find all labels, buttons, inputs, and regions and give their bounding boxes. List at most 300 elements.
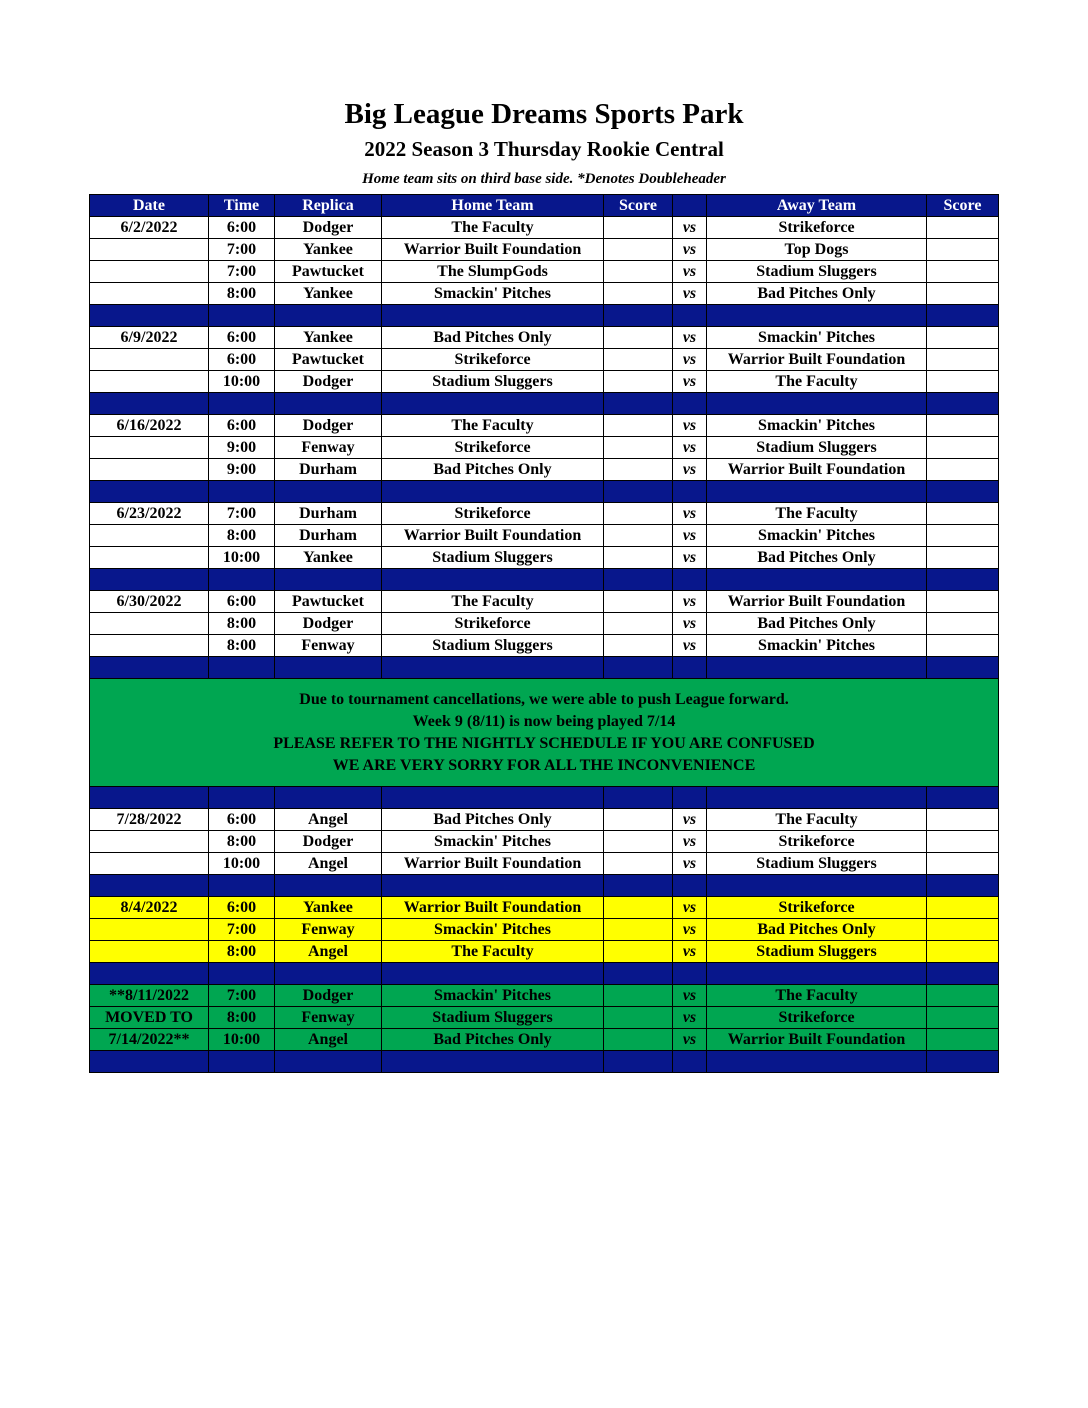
home-score bbox=[604, 853, 673, 875]
separator-cell bbox=[927, 1051, 999, 1073]
vs-label: vs bbox=[673, 985, 707, 1007]
away-score bbox=[927, 591, 999, 613]
game-replica: Durham bbox=[275, 525, 382, 547]
separator-cell bbox=[382, 787, 604, 809]
game-date: 7/28/2022 bbox=[90, 809, 209, 831]
home-score bbox=[604, 1007, 673, 1029]
vs-label: vs bbox=[673, 349, 707, 371]
away-score bbox=[927, 985, 999, 1007]
game-time: 7:00 bbox=[209, 261, 275, 283]
game-time: 8:00 bbox=[209, 613, 275, 635]
away-team: The Faculty bbox=[707, 503, 927, 525]
away-score bbox=[927, 941, 999, 963]
separator-cell bbox=[673, 787, 707, 809]
col-header-date: Date bbox=[90, 195, 209, 217]
home-score bbox=[604, 985, 673, 1007]
away-score bbox=[927, 261, 999, 283]
separator-cell bbox=[382, 569, 604, 591]
home-team: Warrior Built Foundation bbox=[382, 853, 604, 875]
home-team: Bad Pitches Only bbox=[382, 1029, 604, 1051]
away-score bbox=[927, 459, 999, 481]
separator-cell bbox=[275, 481, 382, 503]
game-replica: Yankee bbox=[275, 327, 382, 349]
separator-cell bbox=[382, 657, 604, 679]
away-score bbox=[927, 919, 999, 941]
vs-label: vs bbox=[673, 635, 707, 657]
away-team: Stadium Sluggers bbox=[707, 261, 927, 283]
away-score bbox=[927, 525, 999, 547]
col-header-time: Time bbox=[209, 195, 275, 217]
game-replica: Angel bbox=[275, 853, 382, 875]
game-row bbox=[90, 853, 999, 875]
game-time: 8:00 bbox=[209, 635, 275, 657]
separator-cell bbox=[604, 305, 673, 327]
game-date bbox=[90, 919, 209, 941]
away-team: Smackin' Pitches bbox=[707, 415, 927, 437]
game-row bbox=[90, 371, 999, 393]
home-score bbox=[604, 503, 673, 525]
game-replica: Dodger bbox=[275, 985, 382, 1007]
away-score bbox=[927, 897, 999, 919]
separator-cell bbox=[90, 481, 209, 503]
game-date bbox=[90, 547, 209, 569]
header-row bbox=[90, 195, 999, 217]
separator-cell bbox=[382, 393, 604, 415]
separator-cell bbox=[927, 787, 999, 809]
away-score bbox=[927, 239, 999, 261]
separator-cell bbox=[604, 393, 673, 415]
away-score bbox=[927, 547, 999, 569]
away-team: Bad Pitches Only bbox=[707, 919, 927, 941]
game-row bbox=[90, 525, 999, 547]
vs-label: vs bbox=[673, 437, 707, 459]
separator-cell bbox=[604, 875, 673, 897]
game-row bbox=[90, 591, 999, 613]
away-team: Top Dogs bbox=[707, 239, 927, 261]
home-score bbox=[604, 217, 673, 239]
separator-cell bbox=[927, 305, 999, 327]
game-replica: Yankee bbox=[275, 239, 382, 261]
separator-cell bbox=[707, 393, 927, 415]
schedule-note: Home team sits on third base side. *Denotes Doubleheader bbox=[362, 171, 726, 187]
separator-cell bbox=[90, 875, 209, 897]
game-time: 8:00 bbox=[209, 831, 275, 853]
separator-cell bbox=[707, 657, 927, 679]
home-score bbox=[604, 547, 673, 569]
separator-cell bbox=[927, 875, 999, 897]
away-team: Warrior Built Foundation bbox=[707, 1029, 927, 1051]
game-row bbox=[90, 547, 999, 569]
away-score bbox=[927, 1007, 999, 1029]
separator-cell bbox=[382, 963, 604, 985]
away-team: Stadium Sluggers bbox=[707, 437, 927, 459]
vs-label: vs bbox=[673, 809, 707, 831]
game-row bbox=[90, 985, 999, 1007]
home-score bbox=[604, 941, 673, 963]
separator-cell bbox=[673, 1051, 707, 1073]
home-team: Strikeforce bbox=[382, 613, 604, 635]
away-team: Warrior Built Foundation bbox=[707, 459, 927, 481]
vs-label: vs bbox=[673, 613, 707, 635]
away-score bbox=[927, 415, 999, 437]
away-team: Warrior Built Foundation bbox=[707, 349, 927, 371]
away-team: Strikeforce bbox=[707, 217, 927, 239]
away-team: Smackin' Pitches bbox=[707, 327, 927, 349]
col-header-away-team: Away Team bbox=[707, 195, 927, 217]
game-row bbox=[90, 437, 999, 459]
game-replica: Fenway bbox=[275, 635, 382, 657]
separator-cell bbox=[927, 657, 999, 679]
home-team: Bad Pitches Only bbox=[382, 459, 604, 481]
separator-cell bbox=[90, 1051, 209, 1073]
game-date bbox=[90, 371, 209, 393]
home-team: Strikeforce bbox=[382, 503, 604, 525]
separator-cell bbox=[209, 1051, 275, 1073]
game-date: 6/30/2022 bbox=[90, 591, 209, 613]
game-time: 6:00 bbox=[209, 327, 275, 349]
away-score bbox=[927, 831, 999, 853]
vs-label: vs bbox=[673, 261, 707, 283]
separator-cell bbox=[209, 481, 275, 503]
away-score bbox=[927, 809, 999, 831]
home-team: Smackin' Pitches bbox=[382, 283, 604, 305]
separator-cell bbox=[275, 875, 382, 897]
game-row bbox=[90, 217, 999, 239]
vs-label: vs bbox=[673, 1007, 707, 1029]
game-row bbox=[90, 349, 999, 371]
separator-cell bbox=[673, 393, 707, 415]
home-score bbox=[604, 635, 673, 657]
home-team: The Faculty bbox=[382, 591, 604, 613]
separator-cell bbox=[382, 1051, 604, 1073]
home-score bbox=[604, 1029, 673, 1051]
separator-cell bbox=[209, 305, 275, 327]
announcement-banner bbox=[90, 679, 999, 787]
game-row bbox=[90, 831, 999, 853]
separator-cell bbox=[382, 481, 604, 503]
away-team: The Faculty bbox=[707, 985, 927, 1007]
separator-cell bbox=[275, 657, 382, 679]
game-row bbox=[90, 613, 999, 635]
game-time: 8:00 bbox=[209, 941, 275, 963]
game-replica: Dodger bbox=[275, 217, 382, 239]
game-date bbox=[90, 349, 209, 371]
game-time: 6:00 bbox=[209, 217, 275, 239]
home-score bbox=[604, 831, 673, 853]
separator-cell bbox=[90, 963, 209, 985]
game-time: 8:00 bbox=[209, 525, 275, 547]
away-team: Strikeforce bbox=[707, 1007, 927, 1029]
announcement-line: Due to tournament cancellations, we were able to push League forward. bbox=[299, 690, 789, 708]
separator-cell bbox=[275, 305, 382, 327]
game-date bbox=[90, 831, 209, 853]
schedule-body bbox=[90, 195, 999, 1073]
game-row bbox=[90, 1007, 999, 1029]
game-date bbox=[90, 283, 209, 305]
separator-cell bbox=[707, 875, 927, 897]
separator-cell bbox=[673, 481, 707, 503]
separator-cell bbox=[673, 569, 707, 591]
away-team: Bad Pitches Only bbox=[707, 613, 927, 635]
separator-cell bbox=[604, 481, 673, 503]
separator-cell bbox=[707, 481, 927, 503]
away-score bbox=[927, 613, 999, 635]
game-replica: Pawtucket bbox=[275, 591, 382, 613]
vs-label: vs bbox=[673, 831, 707, 853]
home-score bbox=[604, 415, 673, 437]
game-replica: Yankee bbox=[275, 897, 382, 919]
vs-label: vs bbox=[673, 239, 707, 261]
game-date bbox=[90, 635, 209, 657]
col-header-replica: Replica bbox=[275, 195, 382, 217]
game-replica: Yankee bbox=[275, 283, 382, 305]
game-time: 10:00 bbox=[209, 371, 275, 393]
game-time: 7:00 bbox=[209, 919, 275, 941]
home-team: Stadium Sluggers bbox=[382, 635, 604, 657]
separator-cell bbox=[209, 657, 275, 679]
separator-cell bbox=[90, 657, 209, 679]
separator-cell bbox=[275, 393, 382, 415]
home-team: Warrior Built Foundation bbox=[382, 897, 604, 919]
home-team: Warrior Built Foundation bbox=[382, 239, 604, 261]
separator-cell bbox=[90, 305, 209, 327]
home-team: The Faculty bbox=[382, 217, 604, 239]
separator-cell bbox=[673, 657, 707, 679]
game-time: 6:00 bbox=[209, 809, 275, 831]
vs-label: vs bbox=[673, 547, 707, 569]
announcement-line: WE ARE VERY SORRY FOR ALL THE INCONVENIENCE bbox=[332, 756, 756, 774]
game-time: 9:00 bbox=[209, 437, 275, 459]
vs-label: vs bbox=[673, 415, 707, 437]
away-score bbox=[927, 853, 999, 875]
game-time: 6:00 bbox=[209, 415, 275, 437]
separator-cell bbox=[275, 787, 382, 809]
separator-row bbox=[90, 569, 999, 591]
separator-row bbox=[90, 963, 999, 985]
separator-cell bbox=[209, 569, 275, 591]
vs-label: vs bbox=[673, 1029, 707, 1051]
game-row bbox=[90, 327, 999, 349]
game-time: 6:00 bbox=[209, 349, 275, 371]
separator-cell bbox=[275, 963, 382, 985]
away-score bbox=[927, 1029, 999, 1051]
game-date bbox=[90, 459, 209, 481]
separator-cell bbox=[604, 787, 673, 809]
home-team: The Faculty bbox=[382, 415, 604, 437]
announcement-row bbox=[90, 679, 999, 787]
separator-cell bbox=[209, 963, 275, 985]
game-date: 6/9/2022 bbox=[90, 327, 209, 349]
separator-row bbox=[90, 305, 999, 327]
game-time: 8:00 bbox=[209, 283, 275, 305]
home-team: Strikeforce bbox=[382, 349, 604, 371]
separator-row bbox=[90, 657, 999, 679]
separator-cell bbox=[90, 393, 209, 415]
separator-cell bbox=[275, 1051, 382, 1073]
away-score bbox=[927, 349, 999, 371]
separator-cell bbox=[673, 875, 707, 897]
home-team: Strikeforce bbox=[382, 437, 604, 459]
away-team: Stadium Sluggers bbox=[707, 853, 927, 875]
game-replica: Fenway bbox=[275, 437, 382, 459]
game-row bbox=[90, 503, 999, 525]
separator-cell bbox=[927, 569, 999, 591]
game-replica: Angel bbox=[275, 809, 382, 831]
home-score bbox=[604, 371, 673, 393]
separator-cell bbox=[604, 569, 673, 591]
game-time: 8:00 bbox=[209, 1007, 275, 1029]
home-team: Smackin' Pitches bbox=[382, 831, 604, 853]
game-row bbox=[90, 897, 999, 919]
separator-cell bbox=[604, 1051, 673, 1073]
game-row bbox=[90, 239, 999, 261]
vs-label: vs bbox=[673, 897, 707, 919]
separator-cell bbox=[275, 569, 382, 591]
vs-label: vs bbox=[673, 941, 707, 963]
game-date: 6/16/2022 bbox=[90, 415, 209, 437]
home-team: Smackin' Pitches bbox=[382, 919, 604, 941]
game-replica: Pawtucket bbox=[275, 261, 382, 283]
away-team: Strikeforce bbox=[707, 897, 927, 919]
game-row bbox=[90, 635, 999, 657]
game-date bbox=[90, 261, 209, 283]
game-date bbox=[90, 941, 209, 963]
game-date: MOVED TO bbox=[90, 1007, 209, 1029]
separator-cell bbox=[927, 481, 999, 503]
game-replica: Dodger bbox=[275, 831, 382, 853]
home-team: Bad Pitches Only bbox=[382, 809, 604, 831]
game-replica: Dodger bbox=[275, 415, 382, 437]
schedule-table bbox=[89, 194, 999, 1073]
game-time: 9:00 bbox=[209, 459, 275, 481]
game-time: 7:00 bbox=[209, 503, 275, 525]
game-date bbox=[90, 239, 209, 261]
vs-label: vs bbox=[673, 591, 707, 613]
separator-cell bbox=[707, 963, 927, 985]
game-date bbox=[90, 613, 209, 635]
home-team: The SlumpGods bbox=[382, 261, 604, 283]
separator-cell bbox=[927, 393, 999, 415]
separator-row bbox=[90, 393, 999, 415]
game-replica: Fenway bbox=[275, 919, 382, 941]
game-row bbox=[90, 459, 999, 481]
game-row bbox=[90, 283, 999, 305]
home-team: Bad Pitches Only bbox=[382, 327, 604, 349]
game-time: 10:00 bbox=[209, 853, 275, 875]
separator-cell bbox=[707, 1051, 927, 1073]
col-header-vs bbox=[673, 195, 707, 217]
col-header-home-team: Home Team bbox=[382, 195, 604, 217]
home-score bbox=[604, 459, 673, 481]
game-date bbox=[90, 525, 209, 547]
home-score bbox=[604, 809, 673, 831]
separator-cell bbox=[604, 657, 673, 679]
separator-row bbox=[90, 481, 999, 503]
away-team: Stadium Sluggers bbox=[707, 941, 927, 963]
separator-cell bbox=[90, 569, 209, 591]
home-team: Stadium Sluggers bbox=[382, 547, 604, 569]
away-team: Smackin' Pitches bbox=[707, 635, 927, 657]
separator-cell bbox=[382, 875, 604, 897]
game-replica: Pawtucket bbox=[275, 349, 382, 371]
away-team: Smackin' Pitches bbox=[707, 525, 927, 547]
announcement-line: Week 9 (8/11) is now being played 7/14 bbox=[412, 712, 676, 730]
game-date: **8/11/2022 bbox=[90, 985, 209, 1007]
game-replica: Yankee bbox=[275, 547, 382, 569]
separator-cell bbox=[707, 569, 927, 591]
game-row bbox=[90, 809, 999, 831]
separator-cell bbox=[707, 787, 927, 809]
game-date: 6/2/2022 bbox=[90, 217, 209, 239]
away-score bbox=[927, 327, 999, 349]
separator-cell bbox=[604, 963, 673, 985]
game-row bbox=[90, 941, 999, 963]
game-row bbox=[90, 1029, 999, 1051]
away-score bbox=[927, 217, 999, 239]
separator-cell bbox=[382, 305, 604, 327]
home-score bbox=[604, 349, 673, 371]
separator-row bbox=[90, 787, 999, 809]
vs-label: vs bbox=[673, 283, 707, 305]
page-title: Big League Dreams Sports Park bbox=[344, 98, 744, 130]
page-subtitle: 2022 Season 3 Thursday Rookie Central bbox=[364, 137, 724, 161]
game-time: 6:00 bbox=[209, 897, 275, 919]
game-replica: Dodger bbox=[275, 371, 382, 393]
separator-cell bbox=[707, 305, 927, 327]
home-score bbox=[604, 919, 673, 941]
away-team: Warrior Built Foundation bbox=[707, 591, 927, 613]
home-team: Stadium Sluggers bbox=[382, 371, 604, 393]
game-time: 7:00 bbox=[209, 239, 275, 261]
separator-cell bbox=[209, 393, 275, 415]
game-time: 10:00 bbox=[209, 547, 275, 569]
game-replica: Angel bbox=[275, 941, 382, 963]
away-team: Bad Pitches Only bbox=[707, 283, 927, 305]
game-replica: Durham bbox=[275, 459, 382, 481]
col-header-away-score: Score bbox=[927, 195, 999, 217]
separator-cell bbox=[209, 787, 275, 809]
home-team: Warrior Built Foundation bbox=[382, 525, 604, 547]
game-time: 10:00 bbox=[209, 1029, 275, 1051]
vs-label: vs bbox=[673, 327, 707, 349]
home-score bbox=[604, 613, 673, 635]
vs-label: vs bbox=[673, 371, 707, 393]
away-score bbox=[927, 437, 999, 459]
game-replica: Angel bbox=[275, 1029, 382, 1051]
game-time: 7:00 bbox=[209, 985, 275, 1007]
home-score bbox=[604, 239, 673, 261]
home-score bbox=[604, 327, 673, 349]
game-row bbox=[90, 919, 999, 941]
game-row bbox=[90, 261, 999, 283]
game-replica: Durham bbox=[275, 503, 382, 525]
away-team: Bad Pitches Only bbox=[707, 547, 927, 569]
home-score bbox=[604, 897, 673, 919]
vs-label: vs bbox=[673, 459, 707, 481]
away-team: The Faculty bbox=[707, 371, 927, 393]
vs-label: vs bbox=[673, 853, 707, 875]
separator-cell bbox=[927, 963, 999, 985]
separator-cell bbox=[90, 787, 209, 809]
game-date bbox=[90, 853, 209, 875]
col-header-home-score: Score bbox=[604, 195, 673, 217]
home-team: The Faculty bbox=[382, 941, 604, 963]
separator-cell bbox=[673, 963, 707, 985]
game-date: 8/4/2022 bbox=[90, 897, 209, 919]
away-score bbox=[927, 371, 999, 393]
vs-label: vs bbox=[673, 503, 707, 525]
game-row bbox=[90, 415, 999, 437]
